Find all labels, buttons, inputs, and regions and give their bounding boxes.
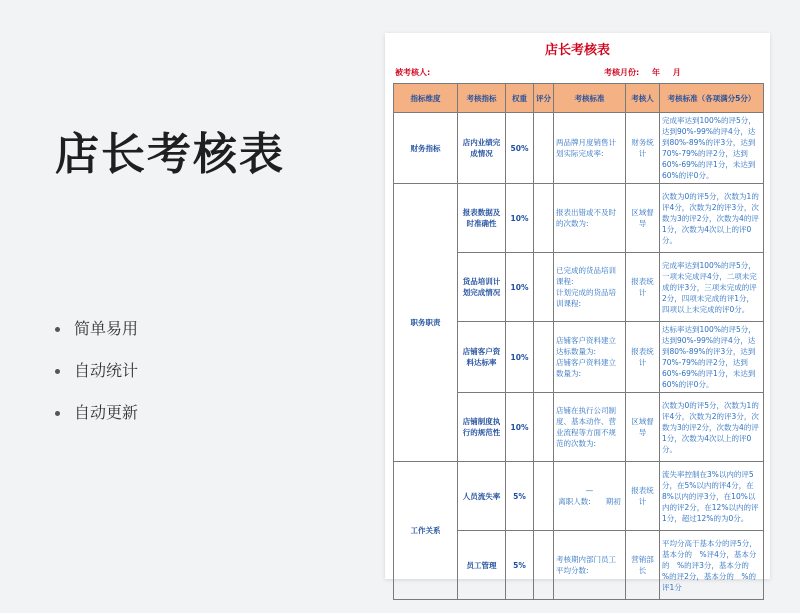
score-cell[interactable] (534, 253, 554, 322)
indicator-cell: 店内业绩完成情况 (458, 113, 506, 184)
feature-item: 自动更新 (55, 392, 138, 434)
assessor-cell: 报表统计 (626, 322, 660, 393)
assessor-cell: 营销部长 (626, 531, 660, 600)
assessor-cell: 报表统计 (626, 253, 660, 322)
year-unit: 年 (652, 68, 660, 77)
assessor-cell: 报表统计 (626, 462, 660, 531)
column-header: 考核标准（各项满分5分） (660, 84, 764, 113)
table-row (394, 113, 764, 184)
criteria-cell: 次数为0的评5分，次数为1的评4分，次数为2的评3分，次数为3的评2分，次数为4的评1分，次数为4次以上的评0分。 (660, 393, 764, 462)
feature-item: 简单易用 (55, 308, 138, 350)
column-header: 考核人 (626, 84, 660, 113)
indicator-cell: 货品培训计划完成情况 (458, 253, 506, 322)
weight-cell: 50% (506, 113, 534, 184)
promo-title: 店长考核表 (55, 129, 285, 180)
weight-cell: 10% (506, 253, 534, 322)
indicator-cell: 员工管理 (458, 531, 506, 600)
criteria-cell: 流失率控制在3%以内的评5分，在5%以内的评4分，在8%以内的评3分，在10%以内的评2分，在12%以内的评1分，超过12%的为0分。 (660, 462, 764, 531)
score-cell[interactable] (534, 322, 554, 393)
sheet-meta (385, 65, 770, 79)
weight-cell: 10% (506, 184, 534, 253)
weight-cell: 10% (506, 322, 534, 393)
score-cell[interactable] (534, 184, 554, 253)
standard-cell: 两品牌月度销售计划实际完成率: (554, 113, 626, 184)
month-row (604, 67, 691, 78)
weight-cell: 10% (506, 393, 534, 462)
assessment-table (393, 83, 764, 600)
feature-item: 自动统计 (55, 350, 138, 392)
standard-cell: 考核期内部门员工平均分数: (554, 531, 626, 600)
weight-cell: 5% (506, 462, 534, 531)
bullet-icon (55, 369, 60, 374)
score-cell[interactable] (534, 531, 554, 600)
weight-cell: 5% (506, 531, 534, 600)
indicator-cell: 报表数据及时准确性 (458, 184, 506, 253)
header-row (394, 84, 764, 113)
criteria-cell: 达标率达到100%的评5分，达到90%-99%的评4分，达到80%-89%的评3分，达到70%-79%的评2分，达到60%-69%的评1分，未达到60%的评0分。 (660, 322, 764, 393)
standard-cell: 报表出错或不及时的次数为: (554, 184, 626, 253)
assessor-cell: 财务统计 (626, 113, 660, 184)
dimension-cell: 工作关系 (394, 462, 458, 600)
criteria-cell: 完成率达到100%的评5分，达到90%-99%的评4分，达到80%-89%的评3分，达到70%-79%的评2分，达到60%-69%的评1分，未达到60%的评0分。 (660, 113, 764, 184)
month-label: 考核月份: (604, 68, 640, 77)
bullet-icon (55, 327, 60, 332)
sheet-title: 店长考核表 (544, 43, 610, 58)
standard-cell: 店铺在执行公司制度、基本动作、营业流程等方面不规范的次数为: (554, 393, 626, 462)
indicator-cell: 店铺客户资料达标率 (458, 322, 506, 393)
assessor-cell: 区域督导 (626, 393, 660, 462)
criteria-cell: 平均分高于基本分的评5分，基本分的 %评4分，基本分的 %的评3分，基本分的 %的评2分，基本分的 %的评1分 (660, 531, 764, 600)
standard-cell: — 离职人数: 期初 (554, 462, 626, 531)
column-header: 指标维度 (394, 84, 458, 113)
standard-cell: 店铺客户资料建立达标数量为: 店铺客户资料建立数量为: (554, 322, 626, 393)
feature-list (55, 308, 138, 434)
column-header: 权重 (506, 84, 534, 113)
score-cell[interactable] (534, 462, 554, 531)
score-cell[interactable] (534, 113, 554, 184)
criteria-cell: 完成率达到100%的评5分，一项未完成评4分，二项未完成的评3分，三项未完成的评2分，四项未完成的评1分，四项以上未完成的评0分。 (660, 253, 764, 322)
assessment-sheet (385, 33, 770, 592)
assessor-cell: 区域督导 (626, 184, 660, 253)
standard-cell: 已完成的货品培训课程: 计划完成的货品培训课程: (554, 253, 626, 322)
reviewee-label: 被考核人: (395, 68, 431, 77)
month-unit: 月 (672, 68, 681, 77)
indicator-cell: 店铺制度执行的规范性 (458, 393, 506, 462)
bullet-icon (55, 411, 60, 416)
dimension-cell: 职务职责 (394, 184, 458, 462)
dimension-cell: 财务指标 (394, 113, 458, 184)
score-cell[interactable] (534, 393, 554, 462)
criteria-cell: 次数为0的评5分，次数为1的评4分，次数为2的评3分，次数为3的评2分，次数为4的评1分，次数为4次以上的评0分。 (660, 184, 764, 253)
column-header: 考核指标 (458, 84, 506, 113)
column-header: 评分 (534, 84, 554, 113)
indicator-cell: 人员流失率 (458, 462, 506, 531)
column-header: 考核标准 (554, 84, 626, 113)
table-row (394, 184, 764, 253)
table-row (394, 462, 764, 531)
